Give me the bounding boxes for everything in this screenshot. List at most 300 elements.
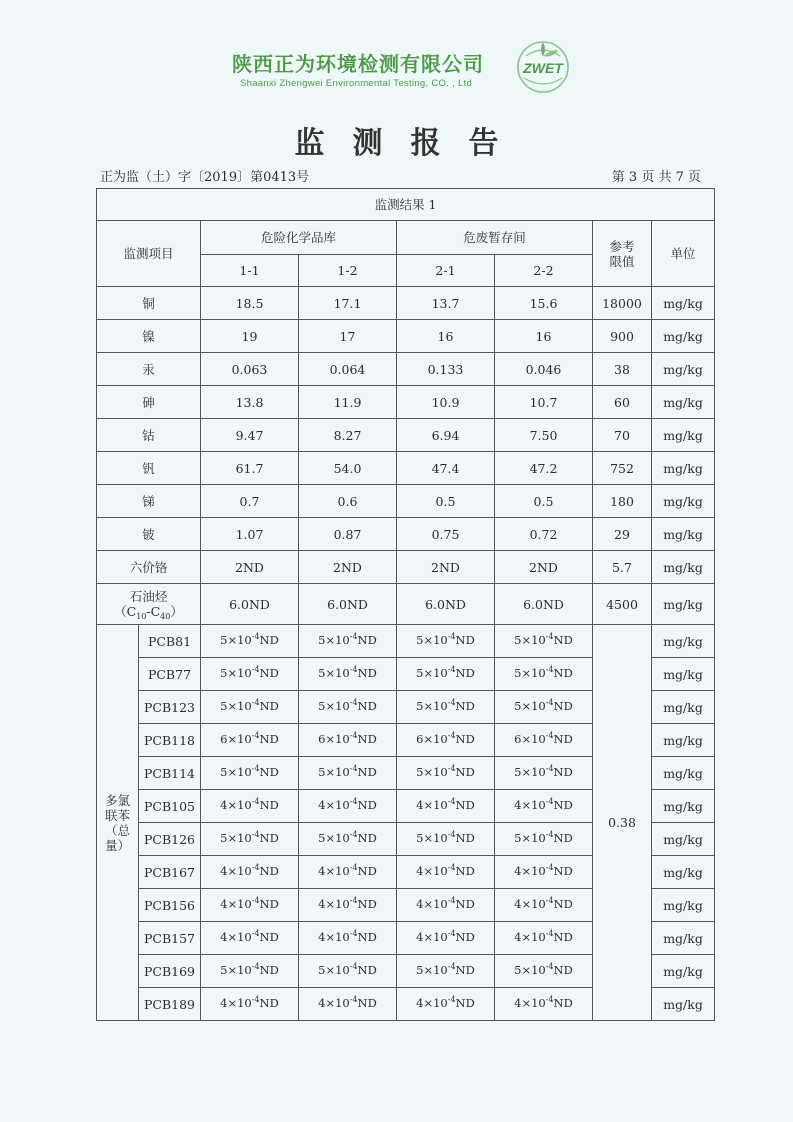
value-mantissa: 5×10: [220, 633, 252, 648]
value-cell: [495, 988, 593, 1021]
svg-text:ZWET: ZWET: [523, 60, 563, 76]
value-cell: [299, 724, 397, 757]
value-cell: [495, 757, 593, 790]
value-mantissa: 4×10: [416, 996, 448, 1011]
tph-name: 石油烃: [129, 589, 168, 604]
value-suffix: ND: [455, 732, 475, 747]
value-exponent: -4: [545, 698, 554, 708]
value-suffix: ND: [553, 864, 573, 879]
value-suffix: ND: [455, 963, 475, 978]
analyte-name: 砷: [97, 386, 201, 419]
value-suffix: ND: [259, 930, 279, 945]
value-cell: 0.7: [201, 485, 299, 518]
value-cell: [495, 658, 593, 691]
value-cell: 2ND: [201, 551, 299, 584]
value-cell: [299, 625, 397, 658]
header-point: 2-1: [397, 255, 495, 287]
value-suffix: ND: [357, 864, 377, 879]
header-item: 监测项目: [97, 221, 201, 287]
analyte-name: 铍: [97, 518, 201, 551]
value-exponent: -4: [251, 665, 260, 675]
pcb-group-label: [97, 625, 139, 1021]
value-exponent: -4: [447, 731, 456, 741]
value-suffix: ND: [357, 996, 377, 1011]
value-suffix: ND: [357, 930, 377, 945]
value-cell: [201, 757, 299, 790]
pcb-group-line: （总: [104, 822, 130, 838]
value-suffix: ND: [553, 996, 573, 1011]
value-cell: 6.94: [397, 419, 495, 452]
value-exponent: -4: [545, 797, 554, 807]
table-row: [97, 287, 715, 320]
pcb-congener-name: PCB169: [139, 955, 201, 988]
value-suffix: ND: [259, 798, 279, 813]
value-mantissa: 5×10: [318, 699, 350, 714]
value-mantissa: 5×10: [220, 765, 252, 780]
value-exponent: -4: [545, 665, 554, 675]
value-suffix: ND: [357, 963, 377, 978]
value-cell: [299, 757, 397, 790]
unit-cell: mg/kg: [652, 823, 715, 856]
pcb-congener-name: PCB167: [139, 856, 201, 889]
value-mantissa: 5×10: [220, 666, 252, 681]
value-suffix: ND: [455, 699, 475, 714]
value-mantissa: 5×10: [514, 831, 546, 846]
unit-cell: mg/kg: [652, 353, 715, 386]
value-suffix: ND: [455, 765, 475, 780]
value-suffix: ND: [553, 732, 573, 747]
value-exponent: -4: [251, 863, 260, 873]
value-mantissa: 4×10: [220, 798, 252, 813]
value-exponent: -4: [447, 995, 456, 1005]
value-suffix: ND: [259, 633, 279, 648]
pcb-congener-name: PCB81: [139, 625, 201, 658]
value-suffix: ND: [553, 798, 573, 813]
value-mantissa: 4×10: [220, 996, 252, 1011]
value-cell: [201, 988, 299, 1021]
value-exponent: -4: [447, 863, 456, 873]
value-mantissa: 5×10: [416, 699, 448, 714]
value-cell: 10.7: [495, 386, 593, 419]
table-row: [97, 419, 715, 452]
value-cell: [397, 757, 495, 790]
analyte-name-tph: [97, 584, 201, 625]
value-exponent: -4: [447, 797, 456, 807]
value-cell: 6.0ND: [495, 584, 593, 625]
unit-cell: mg/kg: [652, 790, 715, 823]
value-mantissa: 4×10: [318, 897, 350, 912]
value-cell: [495, 922, 593, 955]
limit-cell: 752: [593, 452, 652, 485]
value-suffix: ND: [553, 897, 573, 912]
value-exponent: -4: [349, 995, 358, 1005]
value-suffix: ND: [259, 765, 279, 780]
value-suffix: ND: [553, 831, 573, 846]
value-suffix: ND: [553, 666, 573, 681]
value-cell: [397, 790, 495, 823]
value-exponent: -4: [447, 764, 456, 774]
value-exponent: -4: [349, 797, 358, 807]
unit-cell: mg/kg: [652, 452, 715, 485]
value-mantissa: 4×10: [416, 798, 448, 813]
value-suffix: ND: [357, 732, 377, 747]
value-suffix: ND: [259, 699, 279, 714]
value-suffix: ND: [259, 864, 279, 879]
analyte-name: 钒: [97, 452, 201, 485]
value-exponent: -4: [251, 698, 260, 708]
value-cell: [201, 955, 299, 988]
value-mantissa: 4×10: [514, 996, 546, 1011]
value-mantissa: 5×10: [416, 633, 448, 648]
pcb-congener-name: PCB114: [139, 757, 201, 790]
limit-cell: 900: [593, 320, 652, 353]
value-mantissa: 6×10: [220, 732, 252, 747]
analyte-name: 锑: [97, 485, 201, 518]
value-cell: 7.50: [495, 419, 593, 452]
table-row: [97, 353, 715, 386]
value-mantissa: 6×10: [416, 732, 448, 747]
value-cell: 6.0ND: [201, 584, 299, 625]
value-cell: 2ND: [495, 551, 593, 584]
unit-cell: mg/kg: [652, 757, 715, 790]
value-cell: [299, 790, 397, 823]
value-suffix: ND: [553, 633, 573, 648]
value-exponent: -4: [251, 731, 260, 741]
company-header: [0, 42, 793, 102]
value-exponent: -4: [447, 962, 456, 972]
value-suffix: ND: [357, 765, 377, 780]
table-row: [97, 485, 715, 518]
unit-cell: mg/kg: [652, 518, 715, 551]
value-exponent: -4: [251, 632, 260, 642]
value-exponent: -4: [447, 896, 456, 906]
report-title: 监测报告: [294, 126, 527, 161]
value-cell: [397, 724, 495, 757]
header-group-waste-storage: 危废暂存间: [397, 221, 593, 255]
value-mantissa: 4×10: [514, 930, 546, 945]
value-cell: [201, 889, 299, 922]
table-row: [97, 320, 715, 353]
value-suffix: ND: [553, 699, 573, 714]
header-reference-limit-line1: 参考: [609, 238, 635, 254]
value-exponent: -4: [349, 929, 358, 939]
unit-cell: mg/kg: [652, 551, 715, 584]
value-cell: [201, 823, 299, 856]
company-logo-icon: [512, 38, 574, 96]
value-exponent: -4: [545, 863, 554, 873]
value-mantissa: 5×10: [318, 831, 350, 846]
limit-cell: 4500: [593, 584, 652, 625]
company-name-cn: 陕西正为环境检测有限公司: [232, 52, 484, 76]
tph-sub-start: 10: [136, 612, 147, 621]
value-suffix: ND: [455, 930, 475, 945]
pcb-group-line: 联苯: [104, 807, 130, 823]
value-mantissa: 4×10: [318, 864, 350, 879]
value-cell: 54.0: [299, 452, 397, 485]
value-cell: 0.046: [495, 353, 593, 386]
value-cell: [299, 988, 397, 1021]
value-cell: [495, 889, 593, 922]
value-mantissa: 4×10: [514, 864, 546, 879]
page-number: 第 3 页 共 7 页: [611, 170, 701, 185]
value-mantissa: 5×10: [220, 831, 252, 846]
value-mantissa: 4×10: [416, 930, 448, 945]
value-cell: 0.75: [397, 518, 495, 551]
company-name-en: Shaanxi Zhengwei Environmental Testing, CO. , Ltd: [240, 78, 473, 89]
value-cell: 0.87: [299, 518, 397, 551]
value-suffix: ND: [357, 897, 377, 912]
pcb-congener-name: PCB157: [139, 922, 201, 955]
value-cell: 18.5: [201, 287, 299, 320]
unit-cell: mg/kg: [652, 922, 715, 955]
value-cell: [397, 922, 495, 955]
value-mantissa: 5×10: [416, 765, 448, 780]
value-cell: [299, 922, 397, 955]
value-exponent: -4: [251, 797, 260, 807]
unit-cell: mg/kg: [652, 889, 715, 922]
analyte-name: 钴: [97, 419, 201, 452]
value-exponent: -4: [251, 764, 260, 774]
value-cell: [201, 790, 299, 823]
value-cell: [201, 856, 299, 889]
value-mantissa: 4×10: [416, 897, 448, 912]
value-exponent: -4: [251, 962, 260, 972]
pcb-congener-name: PCB118: [139, 724, 201, 757]
unit-cell: mg/kg: [652, 988, 715, 1021]
value-mantissa: 5×10: [220, 963, 252, 978]
value-cell: 2ND: [299, 551, 397, 584]
value-cell: 19: [201, 320, 299, 353]
value-cell: [299, 658, 397, 691]
value-cell: [397, 856, 495, 889]
value-mantissa: 6×10: [318, 732, 350, 747]
value-mantissa: 4×10: [220, 864, 252, 879]
table-row: [97, 518, 715, 551]
value-cell: [201, 658, 299, 691]
value-cell: [495, 790, 593, 823]
value-exponent: -4: [447, 929, 456, 939]
value-exponent: -4: [251, 929, 260, 939]
value-suffix: ND: [455, 633, 475, 648]
value-cell: 2ND: [397, 551, 495, 584]
unit-cell: mg/kg: [652, 625, 715, 658]
value-mantissa: 5×10: [514, 765, 546, 780]
pcb-congener-name: PCB189: [139, 988, 201, 1021]
value-cell: [201, 724, 299, 757]
unit-cell: mg/kg: [652, 287, 715, 320]
unit-cell: mg/kg: [652, 691, 715, 724]
analyte-name: 汞: [97, 353, 201, 386]
value-mantissa: 4×10: [220, 897, 252, 912]
value-exponent: -4: [545, 962, 554, 972]
value-mantissa: 5×10: [514, 633, 546, 648]
value-mantissa: 4×10: [318, 930, 350, 945]
value-cell: [397, 658, 495, 691]
value-mantissa: 5×10: [416, 666, 448, 681]
value-exponent: -4: [545, 896, 554, 906]
value-suffix: ND: [357, 798, 377, 813]
value-suffix: ND: [553, 963, 573, 978]
value-exponent: -4: [349, 863, 358, 873]
table-row: [97, 386, 715, 419]
limit-cell: 5.7: [593, 551, 652, 584]
unit-cell: mg/kg: [652, 320, 715, 353]
pcb-congener-name: PCB126: [139, 823, 201, 856]
value-exponent: -4: [349, 731, 358, 741]
value-mantissa: 5×10: [416, 963, 448, 978]
value-exponent: -4: [349, 632, 358, 642]
header-unit: 单位: [652, 221, 715, 287]
value-exponent: -4: [349, 698, 358, 708]
value-cell: [495, 724, 593, 757]
value-cell: [495, 625, 593, 658]
value-suffix: ND: [455, 996, 475, 1011]
value-cell: [299, 856, 397, 889]
value-cell: 17: [299, 320, 397, 353]
value-cell: [299, 823, 397, 856]
header-group-chemical-store: 危险化学品库: [201, 221, 397, 255]
unit-cell: mg/kg: [652, 856, 715, 889]
value-exponent: -4: [545, 995, 554, 1005]
value-cell: 16: [495, 320, 593, 353]
value-cell: 0.6: [299, 485, 397, 518]
value-suffix: ND: [357, 633, 377, 648]
value-suffix: ND: [455, 666, 475, 681]
value-exponent: -4: [349, 830, 358, 840]
value-suffix: ND: [455, 864, 475, 879]
header-point: 1-2: [299, 255, 397, 287]
limit-cell: 70: [593, 419, 652, 452]
value-exponent: -4: [349, 665, 358, 675]
value-mantissa: 5×10: [514, 963, 546, 978]
value-suffix: ND: [259, 666, 279, 681]
value-cell: 15.6: [495, 287, 593, 320]
value-cell: 6.0ND: [397, 584, 495, 625]
value-cell: 10.9: [397, 386, 495, 419]
value-exponent: -4: [545, 830, 554, 840]
limit-cell: 60: [593, 386, 652, 419]
tph-paren-close: ）: [170, 604, 183, 619]
table-row: [97, 452, 715, 485]
analyte-name: 铜: [97, 287, 201, 320]
value-cell: 1.07: [201, 518, 299, 551]
value-cell: 0.133: [397, 353, 495, 386]
table-caption: 监测结果 1: [97, 189, 715, 221]
value-suffix: ND: [259, 897, 279, 912]
value-cell: 0.5: [495, 485, 593, 518]
value-exponent: -4: [447, 632, 456, 642]
value-cell: [495, 691, 593, 724]
value-mantissa: 5×10: [514, 666, 546, 681]
limit-cell: 29: [593, 518, 652, 551]
pcb-group-line: 多氯: [104, 792, 130, 808]
value-cell: [397, 889, 495, 922]
value-cell: [397, 823, 495, 856]
value-cell: 9.47: [201, 419, 299, 452]
value-suffix: ND: [357, 666, 377, 681]
results-table: [96, 188, 715, 1021]
value-cell: 47.4: [397, 452, 495, 485]
value-cell: 13.8: [201, 386, 299, 419]
value-exponent: -4: [349, 962, 358, 972]
limit-cell: 180: [593, 485, 652, 518]
table-row: [97, 551, 715, 584]
document-number: 正为监（土）字〔2019〕第0413号: [100, 170, 310, 185]
value-exponent: -4: [545, 929, 554, 939]
value-cell: 0.063: [201, 353, 299, 386]
value-cell: 6.0ND: [299, 584, 397, 625]
tph-dash: -C: [146, 604, 161, 619]
tph-paren-open: （C: [114, 604, 137, 619]
pcb-limit-cell: 0.38: [593, 625, 652, 1021]
pcb-congener-name: PCB156: [139, 889, 201, 922]
value-cell: 17.1: [299, 287, 397, 320]
value-cell: [397, 691, 495, 724]
value-cell: [201, 691, 299, 724]
value-suffix: ND: [259, 996, 279, 1011]
pcb-group-line: 量）: [104, 837, 130, 853]
analyte-name: 六价铬: [97, 551, 201, 584]
header-point: 2-2: [495, 255, 593, 287]
value-cell: 8.27: [299, 419, 397, 452]
unit-cell: mg/kg: [652, 419, 715, 452]
unit-cell: mg/kg: [652, 386, 715, 419]
value-mantissa: 4×10: [318, 996, 350, 1011]
value-exponent: -4: [545, 731, 554, 741]
value-mantissa: 5×10: [318, 963, 350, 978]
value-cell: [495, 823, 593, 856]
value-exponent: -4: [251, 896, 260, 906]
unit-cell: mg/kg: [652, 955, 715, 988]
value-mantissa: 5×10: [514, 699, 546, 714]
value-mantissa: 6×10: [514, 732, 546, 747]
value-mantissa: 5×10: [318, 765, 350, 780]
value-exponent: -4: [447, 698, 456, 708]
pcb-congener-name: PCB123: [139, 691, 201, 724]
header-reference-limit: [593, 221, 652, 287]
value-suffix: ND: [553, 930, 573, 945]
value-mantissa: 4×10: [514, 798, 546, 813]
value-exponent: -4: [447, 665, 456, 675]
value-suffix: ND: [455, 897, 475, 912]
value-mantissa: 5×10: [416, 831, 448, 846]
value-cell: [495, 856, 593, 889]
value-cell: [201, 922, 299, 955]
value-exponent: -4: [545, 764, 554, 774]
value-cell: 16: [397, 320, 495, 353]
table-row-tph: [97, 584, 715, 625]
value-suffix: ND: [455, 831, 475, 846]
value-exponent: -4: [545, 632, 554, 642]
value-suffix: ND: [259, 732, 279, 747]
unit-cell: mg/kg: [652, 724, 715, 757]
value-exponent: -4: [251, 995, 260, 1005]
value-suffix: ND: [259, 963, 279, 978]
unit-cell: mg/kg: [652, 658, 715, 691]
header-reference-limit-line2: 限值: [609, 253, 635, 269]
value-suffix: ND: [553, 765, 573, 780]
tph-sub-end: 40: [160, 612, 171, 621]
value-suffix: ND: [455, 798, 475, 813]
value-mantissa: 5×10: [318, 666, 350, 681]
value-exponent: -4: [349, 764, 358, 774]
value-mantissa: 4×10: [318, 798, 350, 813]
value-cell: [397, 955, 495, 988]
value-cell: [299, 955, 397, 988]
value-cell: [299, 691, 397, 724]
value-cell: 11.9: [299, 386, 397, 419]
analyte-name: 镍: [97, 320, 201, 353]
